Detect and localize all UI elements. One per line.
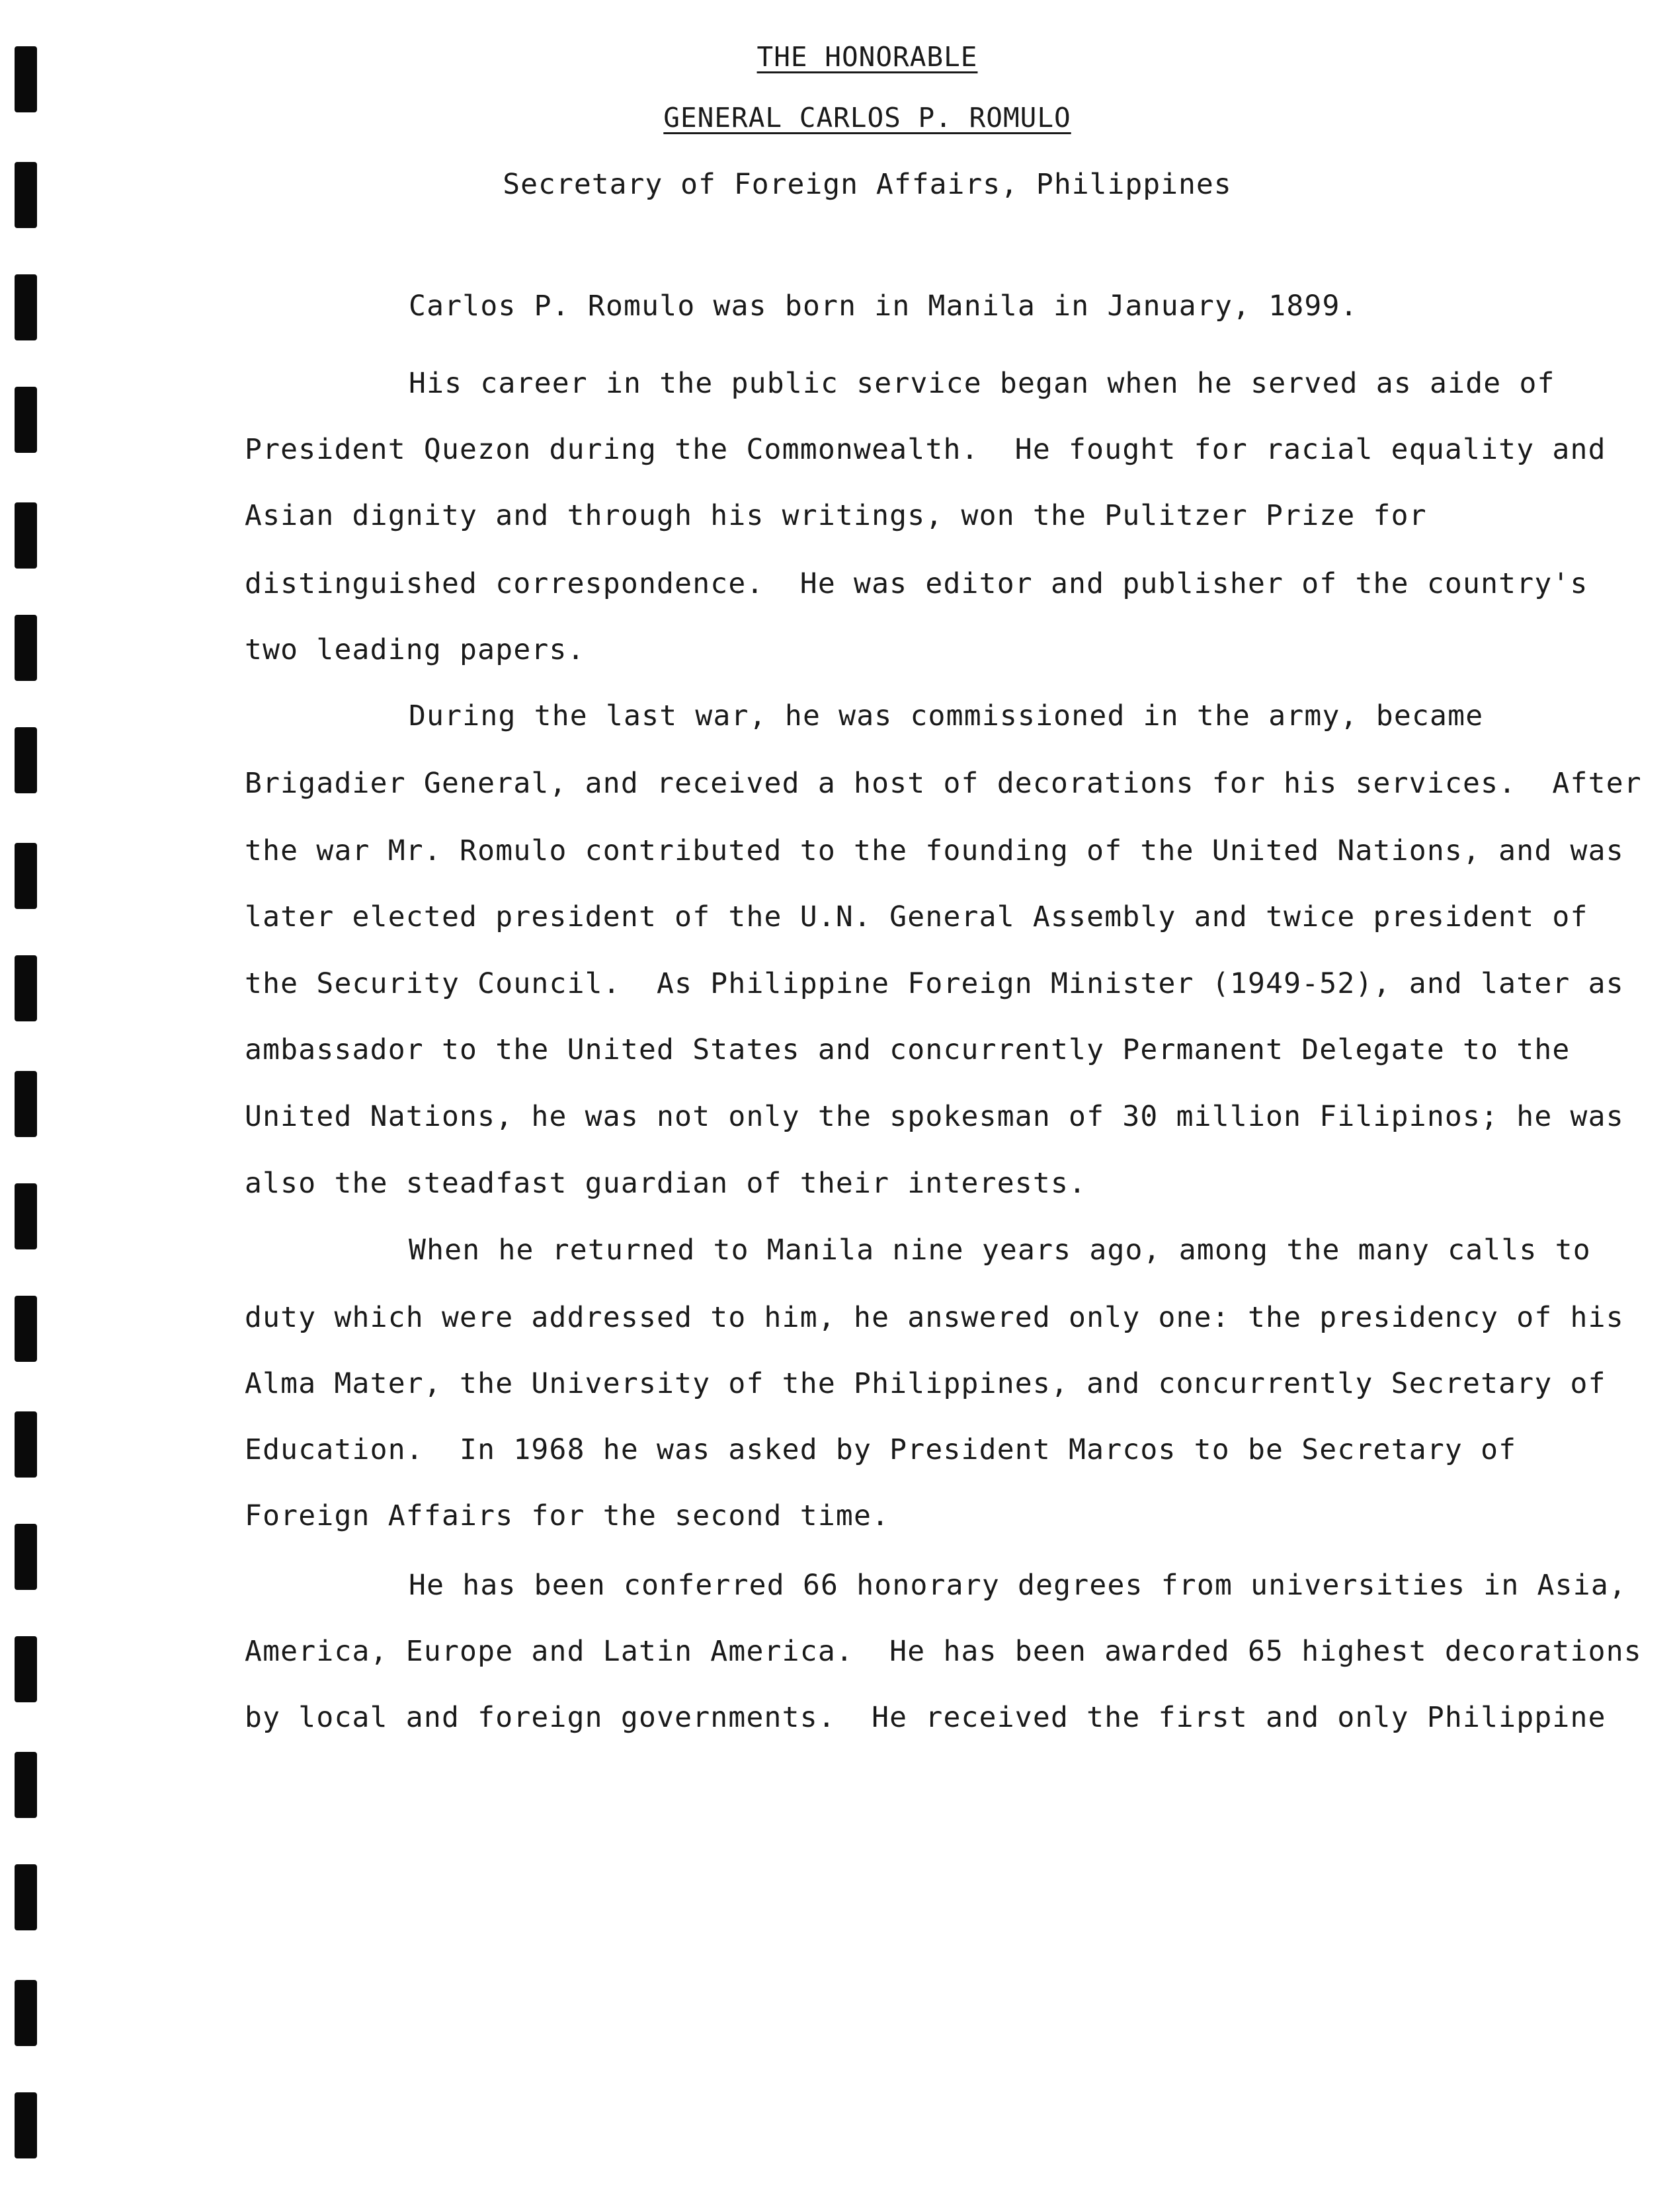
text-line: also the steadfast guardian of their interests. <box>245 1167 1087 1200</box>
text-line: Asian dignity and through his writings, won the Pulitzer Prize for <box>245 499 1427 532</box>
binding-hole <box>15 1411 37 1478</box>
binding-hole <box>15 1752 37 1818</box>
text-line: distinguished correspondence. He was editor and publisher of the country's <box>245 567 1588 600</box>
text-line: by local and foreign governments. He received the first and only Philippine <box>245 1701 1606 1734</box>
binding-hole <box>15 387 37 453</box>
binding-hole <box>15 1980 37 2046</box>
text-line: During the last war, he was commissioned in the army, became <box>409 699 1484 732</box>
binding-hole <box>15 1524 37 1590</box>
text-line: later elected president of the U.N. General Assembly and twice president of <box>245 900 1588 933</box>
text-line: the Security Council. As Philippine Foreign Minister (1949-52), and later as <box>245 967 1624 1000</box>
binding-hole <box>15 955 37 1021</box>
text-line: duty which were addressed to him, he answered only one: the presidency of his <box>245 1301 1624 1334</box>
text-line: Alma Mater, the University of the Philippines, and concurrently Secretary of <box>245 1367 1606 1400</box>
text-line: ambassador to the United States and concurrently Permanent Delegate to the <box>245 1033 1571 1066</box>
heading-name <box>0 102 1675 134</box>
binding-hole <box>15 1636 37 1702</box>
text-line: two leading papers. <box>245 633 585 666</box>
text-line: He has been conferred 66 honorary degrees from universities in Asia, <box>409 1569 1627 1602</box>
binding-holes <box>15 0 41 2212</box>
heading-title <box>0 168 1675 201</box>
text-line: When he returned to Manila nine years ago, among the many calls to <box>409 1234 1591 1267</box>
text-line: Carlos P. Romulo was born in Manila in January, 1899. <box>409 290 1358 323</box>
binding-hole <box>15 502 37 569</box>
binding-hole <box>15 274 37 340</box>
binding-hole <box>15 727 37 793</box>
text-line: President Quezon during the Commonwealth. He fought for racial equality and <box>245 433 1606 466</box>
heading-honorific <box>0 41 1675 73</box>
text-line: Brigadier General, and received a host of decorations for his services. After <box>245 767 1642 800</box>
binding-hole <box>15 843 37 909</box>
binding-hole <box>15 1183 37 1249</box>
binding-hole <box>15 1071 37 1137</box>
heading-title-text: Secretary of Foreign Affairs, Philippines <box>503 168 1232 201</box>
binding-hole <box>15 1296 37 1362</box>
text-line: His career in the public service began when he served as aide of <box>409 367 1555 400</box>
text-line: the war Mr. Romulo contributed to the founding of the United Nations, and was <box>245 834 1624 867</box>
binding-hole <box>15 615 37 681</box>
binding-hole <box>15 2092 37 2158</box>
binding-hole <box>15 1864 37 1930</box>
text-line: United Nations, he was not only the spokesman of 30 million Filipinos; he was <box>245 1100 1624 1133</box>
text-line: Foreign Affairs for the second time. <box>245 1499 890 1532</box>
text-line: Education. In 1968 he was asked by President Marcos to be Secretary of <box>245 1433 1517 1466</box>
heading-honorific-text: THE HONORABLE <box>756 41 978 73</box>
text-line: America, Europe and Latin America. He has been awarded 65 highest decorations <box>245 1635 1642 1668</box>
heading-name-text: GENERAL CARLOS P. ROMULO <box>663 102 1071 134</box>
